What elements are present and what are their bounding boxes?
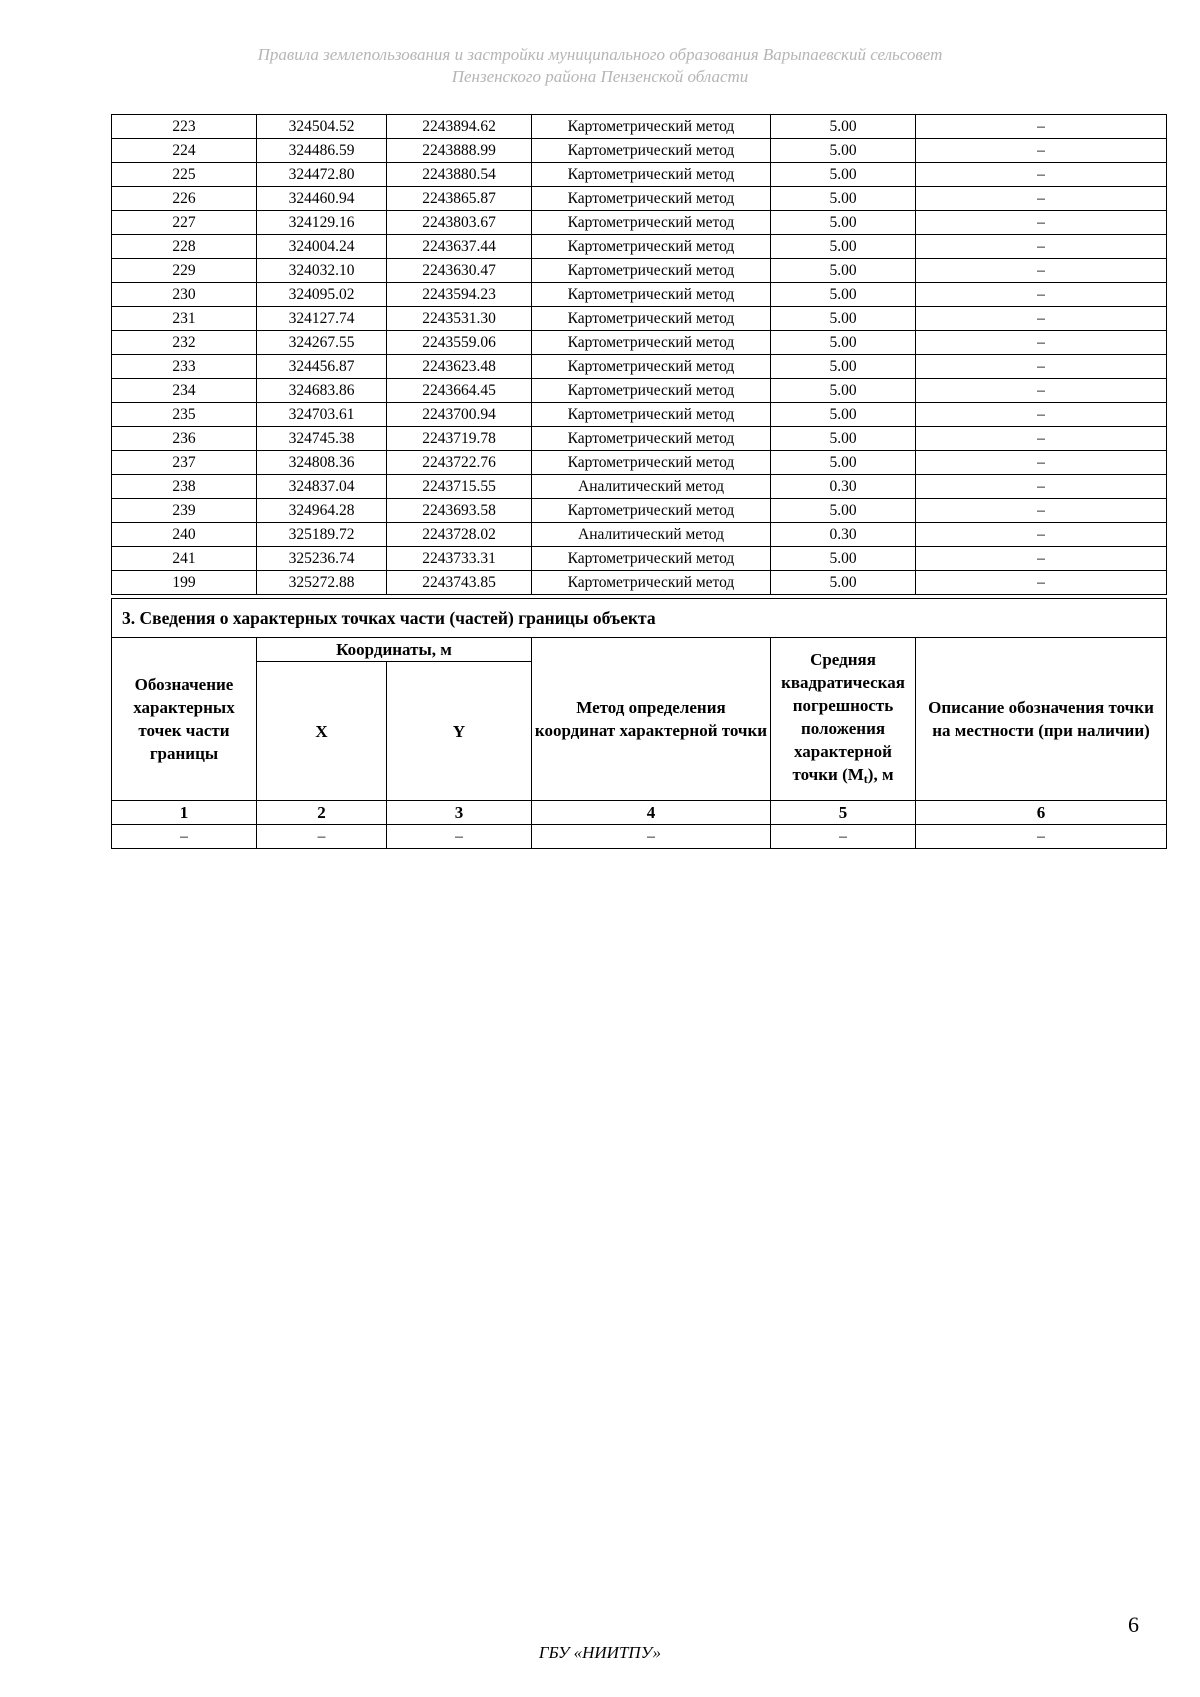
point-number-cell: 223	[112, 115, 257, 139]
point-number-cell: 234	[112, 379, 257, 403]
column-header-method: Метод определения координат характерной точки	[532, 638, 771, 801]
table-row	[112, 187, 1167, 211]
point-number-cell: 227	[112, 211, 257, 235]
x-coordinate-cell: 324964.28	[257, 499, 387, 523]
x-coordinate-cell: 324504.52	[257, 115, 387, 139]
method-cell: Картометрический метод	[532, 571, 771, 595]
column-number: 1	[112, 801, 257, 825]
description-cell: –	[916, 523, 1167, 547]
description-cell: –	[916, 403, 1167, 427]
y-coordinate-cell: 2243722.76	[387, 451, 532, 475]
error-cell: 5.00	[771, 259, 916, 283]
description-cell: –	[916, 475, 1167, 499]
empty-cell: –	[771, 825, 916, 849]
empty-cell: –	[257, 825, 387, 849]
description-cell: –	[916, 379, 1167, 403]
y-coordinate-cell: 2243728.02	[387, 523, 532, 547]
description-cell: –	[916, 571, 1167, 595]
error-cell: 5.00	[771, 331, 916, 355]
point-number-cell: 225	[112, 163, 257, 187]
column-number: 6	[916, 801, 1167, 825]
method-cell: Картометрический метод	[532, 427, 771, 451]
y-coordinate-cell: 2243865.87	[387, 187, 532, 211]
point-number-cell: 241	[112, 547, 257, 571]
table-row	[112, 403, 1167, 427]
method-cell: Картометрический метод	[532, 355, 771, 379]
error-cell: 5.00	[771, 547, 916, 571]
x-coordinate-cell: 324032.10	[257, 259, 387, 283]
description-cell: –	[916, 547, 1167, 571]
point-number-cell: 235	[112, 403, 257, 427]
x-coordinate-cell: 325236.74	[257, 547, 387, 571]
description-cell: –	[916, 211, 1167, 235]
empty-cell: –	[532, 825, 771, 849]
points-table-body	[112, 115, 1167, 595]
method-cell: Картометрический метод	[532, 403, 771, 427]
table-row	[112, 307, 1167, 331]
empty-row	[112, 825, 1167, 849]
header-line-2: Пензенского района Пензенской области	[451, 67, 749, 86]
description-cell: –	[916, 355, 1167, 379]
x-coordinate-cell: 324267.55	[257, 331, 387, 355]
document-header	[0, 44, 1200, 88]
table-row	[112, 547, 1167, 571]
method-cell: Аналитический метод	[532, 523, 771, 547]
column-number-row	[112, 801, 1167, 825]
error-cell: 5.00	[771, 235, 916, 259]
column-number: 4	[532, 801, 771, 825]
y-coordinate-cell: 2243894.62	[387, 115, 532, 139]
method-cell: Картометрический метод	[532, 139, 771, 163]
table-row	[112, 451, 1167, 475]
point-number-cell: 228	[112, 235, 257, 259]
point-number-cell: 224	[112, 139, 257, 163]
column-header-error	[771, 638, 916, 801]
y-coordinate-cell: 2243719.78	[387, 427, 532, 451]
method-cell: Картометрический метод	[532, 283, 771, 307]
table-row	[112, 475, 1167, 499]
y-coordinate-cell: 2243637.44	[387, 235, 532, 259]
y-coordinate-cell: 2243888.99	[387, 139, 532, 163]
description-cell: –	[916, 259, 1167, 283]
method-cell: Картометрический метод	[532, 259, 771, 283]
error-cell: 0.30	[771, 523, 916, 547]
point-number-cell: 233	[112, 355, 257, 379]
error-cell: 5.00	[771, 283, 916, 307]
document-footer: ГБУ «НИИТПУ»	[538, 1643, 662, 1662]
error-cell: 5.00	[771, 427, 916, 451]
error-cell: 5.00	[771, 571, 916, 595]
method-cell: Картометрический метод	[532, 163, 771, 187]
x-coordinate-cell: 324460.94	[257, 187, 387, 211]
description-cell: –	[916, 307, 1167, 331]
x-coordinate-cell: 324837.04	[257, 475, 387, 499]
y-coordinate-cell: 2243559.06	[387, 331, 532, 355]
x-coordinate-cell: 324683.86	[257, 379, 387, 403]
column-header-error-subscript: t	[863, 771, 868, 786]
table-row	[112, 499, 1167, 523]
method-cell: Картометрический метод	[532, 307, 771, 331]
method-cell: Картометрический метод	[532, 331, 771, 355]
y-coordinate-cell: 2243803.67	[387, 211, 532, 235]
column-header-coordinates: Координаты, м	[257, 638, 532, 662]
table-row	[112, 139, 1167, 163]
error-cell: 5.00	[771, 403, 916, 427]
description-cell: –	[916, 427, 1167, 451]
description-cell: –	[916, 163, 1167, 187]
y-coordinate-cell: 2243715.55	[387, 475, 532, 499]
error-cell: 5.00	[771, 451, 916, 475]
error-cell: 5.00	[771, 187, 916, 211]
table-row	[112, 235, 1167, 259]
empty-cell: –	[387, 825, 532, 849]
x-coordinate-cell: 324808.36	[257, 451, 387, 475]
table-row	[112, 259, 1167, 283]
error-cell: 5.00	[771, 211, 916, 235]
table-row	[112, 163, 1167, 187]
method-cell: Картометрический метод	[532, 547, 771, 571]
error-cell: 0.30	[771, 475, 916, 499]
y-coordinate-cell: 2243743.85	[387, 571, 532, 595]
column-number: 2	[257, 801, 387, 825]
point-number-cell: 229	[112, 259, 257, 283]
x-coordinate-cell: 324004.24	[257, 235, 387, 259]
error-cell: 5.00	[771, 499, 916, 523]
y-coordinate-cell: 2243693.58	[387, 499, 532, 523]
point-number-cell: 226	[112, 187, 257, 211]
column-header-designation: Обозначение характерных точек части границы	[112, 638, 257, 801]
y-coordinate-cell: 2243733.31	[387, 547, 532, 571]
table-row	[112, 331, 1167, 355]
error-cell: 5.00	[771, 307, 916, 331]
description-cell: –	[916, 283, 1167, 307]
x-coordinate-cell: 324472.80	[257, 163, 387, 187]
point-number-cell: 230	[112, 283, 257, 307]
empty-cell: –	[916, 825, 1167, 849]
y-coordinate-cell: 2243664.45	[387, 379, 532, 403]
column-header-y: Y	[387, 662, 532, 801]
method-cell: Картометрический метод	[532, 499, 771, 523]
method-cell: Картометрический метод	[532, 451, 771, 475]
column-number: 5	[771, 801, 916, 825]
method-cell: Аналитический метод	[532, 475, 771, 499]
error-cell: 5.00	[771, 379, 916, 403]
point-number-cell: 199	[112, 571, 257, 595]
error-cell: 5.00	[771, 115, 916, 139]
error-cell: 5.00	[771, 355, 916, 379]
column-header-error-tail: ), м	[867, 764, 894, 784]
table-row	[112, 211, 1167, 235]
point-number-cell: 236	[112, 427, 257, 451]
column-header-x: X	[257, 662, 387, 801]
method-cell: Картометрический метод	[532, 211, 771, 235]
y-coordinate-cell: 2243594.23	[387, 283, 532, 307]
description-cell: –	[916, 331, 1167, 355]
x-coordinate-cell: 324745.38	[257, 427, 387, 451]
x-coordinate-cell: 324127.74	[257, 307, 387, 331]
section-title: 3. Сведения о характерных точках части (частей) границы объекта	[112, 599, 1167, 638]
table-row	[112, 427, 1167, 451]
x-coordinate-cell: 324703.61	[257, 403, 387, 427]
description-cell: –	[916, 451, 1167, 475]
description-cell: –	[916, 115, 1167, 139]
point-number-cell: 237	[112, 451, 257, 475]
y-coordinate-cell: 2243880.54	[387, 163, 532, 187]
table-row	[112, 571, 1167, 595]
table-row	[112, 283, 1167, 307]
y-coordinate-cell: 2243623.48	[387, 355, 532, 379]
point-number-cell: 240	[112, 523, 257, 547]
x-coordinate-cell: 324486.59	[257, 139, 387, 163]
column-number: 3	[387, 801, 532, 825]
x-coordinate-cell: 324129.16	[257, 211, 387, 235]
x-coordinate-cell: 324095.02	[257, 283, 387, 307]
x-coordinate-cell: 325272.88	[257, 571, 387, 595]
x-coordinate-cell: 325189.72	[257, 523, 387, 547]
point-number-cell: 238	[112, 475, 257, 499]
x-coordinate-cell: 324456.87	[257, 355, 387, 379]
column-header-error-text: Средняя квадратическая погрешность положения характерной точки (M	[781, 649, 905, 784]
description-cell: –	[916, 139, 1167, 163]
y-coordinate-cell: 2243630.47	[387, 259, 532, 283]
description-cell: –	[916, 187, 1167, 211]
empty-cell: –	[112, 825, 257, 849]
header-line-1: Правила землепользования и застройки муниципального образования Варыпаевский сельсовет	[257, 45, 943, 64]
table-row	[112, 115, 1167, 139]
method-cell: Картометрический метод	[532, 235, 771, 259]
table-row	[112, 523, 1167, 547]
method-cell: Картометрический метод	[532, 115, 771, 139]
y-coordinate-cell: 2243700.94	[387, 403, 532, 427]
point-number-cell: 231	[112, 307, 257, 331]
section3-table	[111, 598, 1167, 849]
page-number: 6	[1128, 1612, 1139, 1637]
point-number-cell: 239	[112, 499, 257, 523]
y-coordinate-cell: 2243531.30	[387, 307, 532, 331]
error-cell: 5.00	[771, 163, 916, 187]
error-cell: 5.00	[771, 139, 916, 163]
method-cell: Картометрический метод	[532, 187, 771, 211]
point-number-cell: 232	[112, 331, 257, 355]
method-cell: Картометрический метод	[532, 379, 771, 403]
table-row	[112, 379, 1167, 403]
description-cell: –	[916, 499, 1167, 523]
description-cell: –	[916, 235, 1167, 259]
column-header-description: Описание обозначения точки на местности (при наличии)	[916, 638, 1167, 801]
points-table	[111, 114, 1167, 595]
table-row	[112, 355, 1167, 379]
